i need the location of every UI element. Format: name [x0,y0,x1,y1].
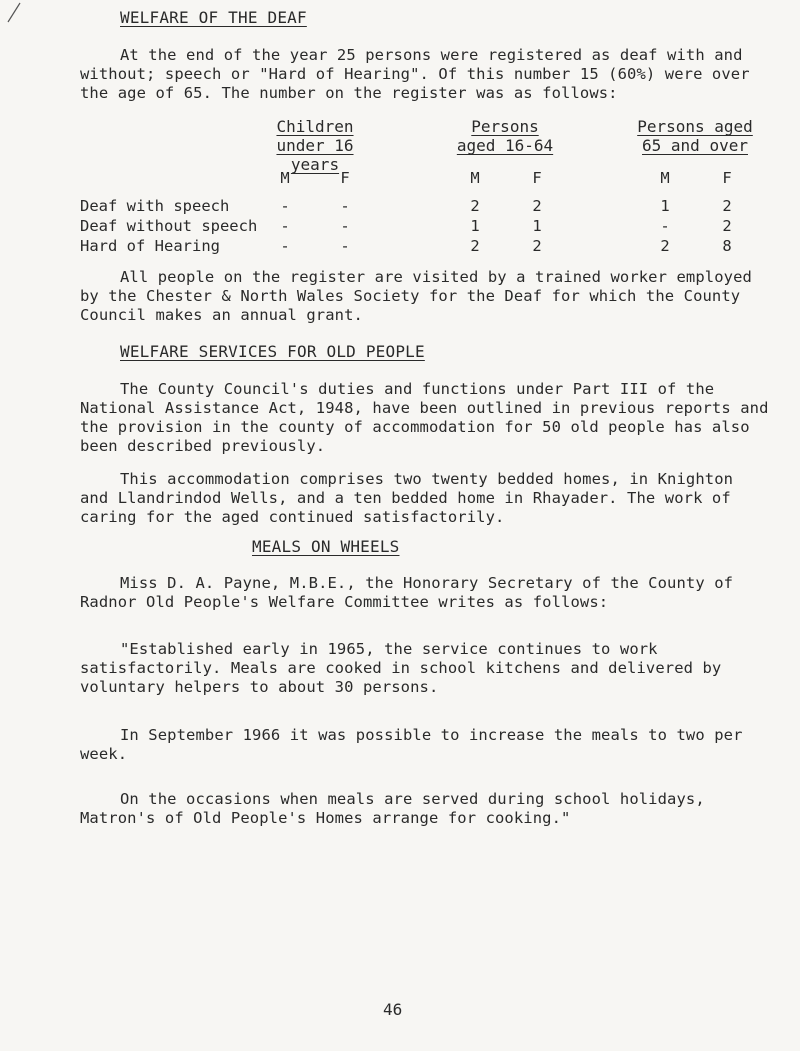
sub-header-m: M [660,169,670,187]
section-title-old-people: WELFARE SERVICES FOR OLD PEOPLE [120,342,425,361]
table-cell: 1 [470,217,480,235]
table-cell: 2 [722,197,732,215]
page-number: 46 [383,1000,403,1019]
row-label-deaf-with-speech: Deaf with speech [80,197,230,215]
table-cell: 2 [470,237,480,255]
table-cell: - [340,197,350,215]
quote-september-paragraph: In September 1966 it was possible to increase the meals to two per week. [80,726,743,763]
group-header-children: Children under 16 years [276,117,354,174]
table-cell: 2 [722,217,732,235]
corner-pen-mark [6,0,24,24]
table-cell: 2 [470,197,480,215]
accommodation-paragraph: This accommodation comprises two twenty bedded homes, in Knighton and Llandrindod Wells, and a ten bedded home in Rhayader. The work of caring for the aged continued satisfactorily. [80,470,734,526]
deaf-visits-paragraph: All people on the register are visited by a trained worker employed by the Chester & North Wales Society for the Deaf for which the County Council makes an annual grant. [80,268,752,324]
table-cell: 1 [660,197,670,215]
secretary-paragraph: Miss D. A. Payne, M.B.E., the Honorary Secretary of the County of Radnor Old People's Welfare Committee writes as follows: [80,574,734,611]
sub-header-f: F [722,169,732,187]
table-cell: - [340,237,350,255]
table-cell: - [660,217,670,235]
section-title-deaf: WELFARE OF THE DEAF [120,8,307,27]
table-cell: - [280,237,290,255]
sub-header-m: M [280,169,290,187]
table-cell: - [280,217,290,235]
table-cell: 2 [532,237,542,255]
sub-header-f: F [532,169,542,187]
quote-holidays-paragraph: On the occasions when meals are served during school holidays, Matron's of Old People's Homes arrange for cooking." [80,790,705,827]
row-label-deaf-without-speech: Deaf without speech [80,217,258,235]
table-cell: 2 [660,237,670,255]
row-label-hard-of-hearing: Hard of Hearing [80,237,220,255]
table-cell: - [280,197,290,215]
quote-established-paragraph: "Established early in 1965, the service continues to work satisfactorily. Meals are cooked in school kitchens and delivered by voluntary helpers to about 30 persons. [80,640,722,696]
group-header-aged-65-over: Persons aged 65 and over [637,117,753,155]
table-cell: 1 [532,217,542,235]
sub-header-m: M [470,169,480,187]
table-cell: 2 [532,197,542,215]
deaf-intro-paragraph: At the end of the year 25 persons were registered as deaf with and without; speech or "Hard of Hearing". Of this number 15 (60%) were over the age of 65. The number on the register was as follows: [80,46,750,102]
group-header-aged-16-64: Persons aged 16-64 [456,117,554,155]
section-title-meals-on-wheels: MEALS ON WHEELS [252,537,400,556]
table-cell: 8 [722,237,732,255]
old-people-duties-paragraph: The County Council's duties and functions under Part III of the National Assistance Act, 1948, have been outlined in previous reports and the provision in the county of accommodation for 50 old people has also been described previously. [80,380,769,455]
table-cell: - [340,217,350,235]
sub-header-f: F [340,169,350,187]
